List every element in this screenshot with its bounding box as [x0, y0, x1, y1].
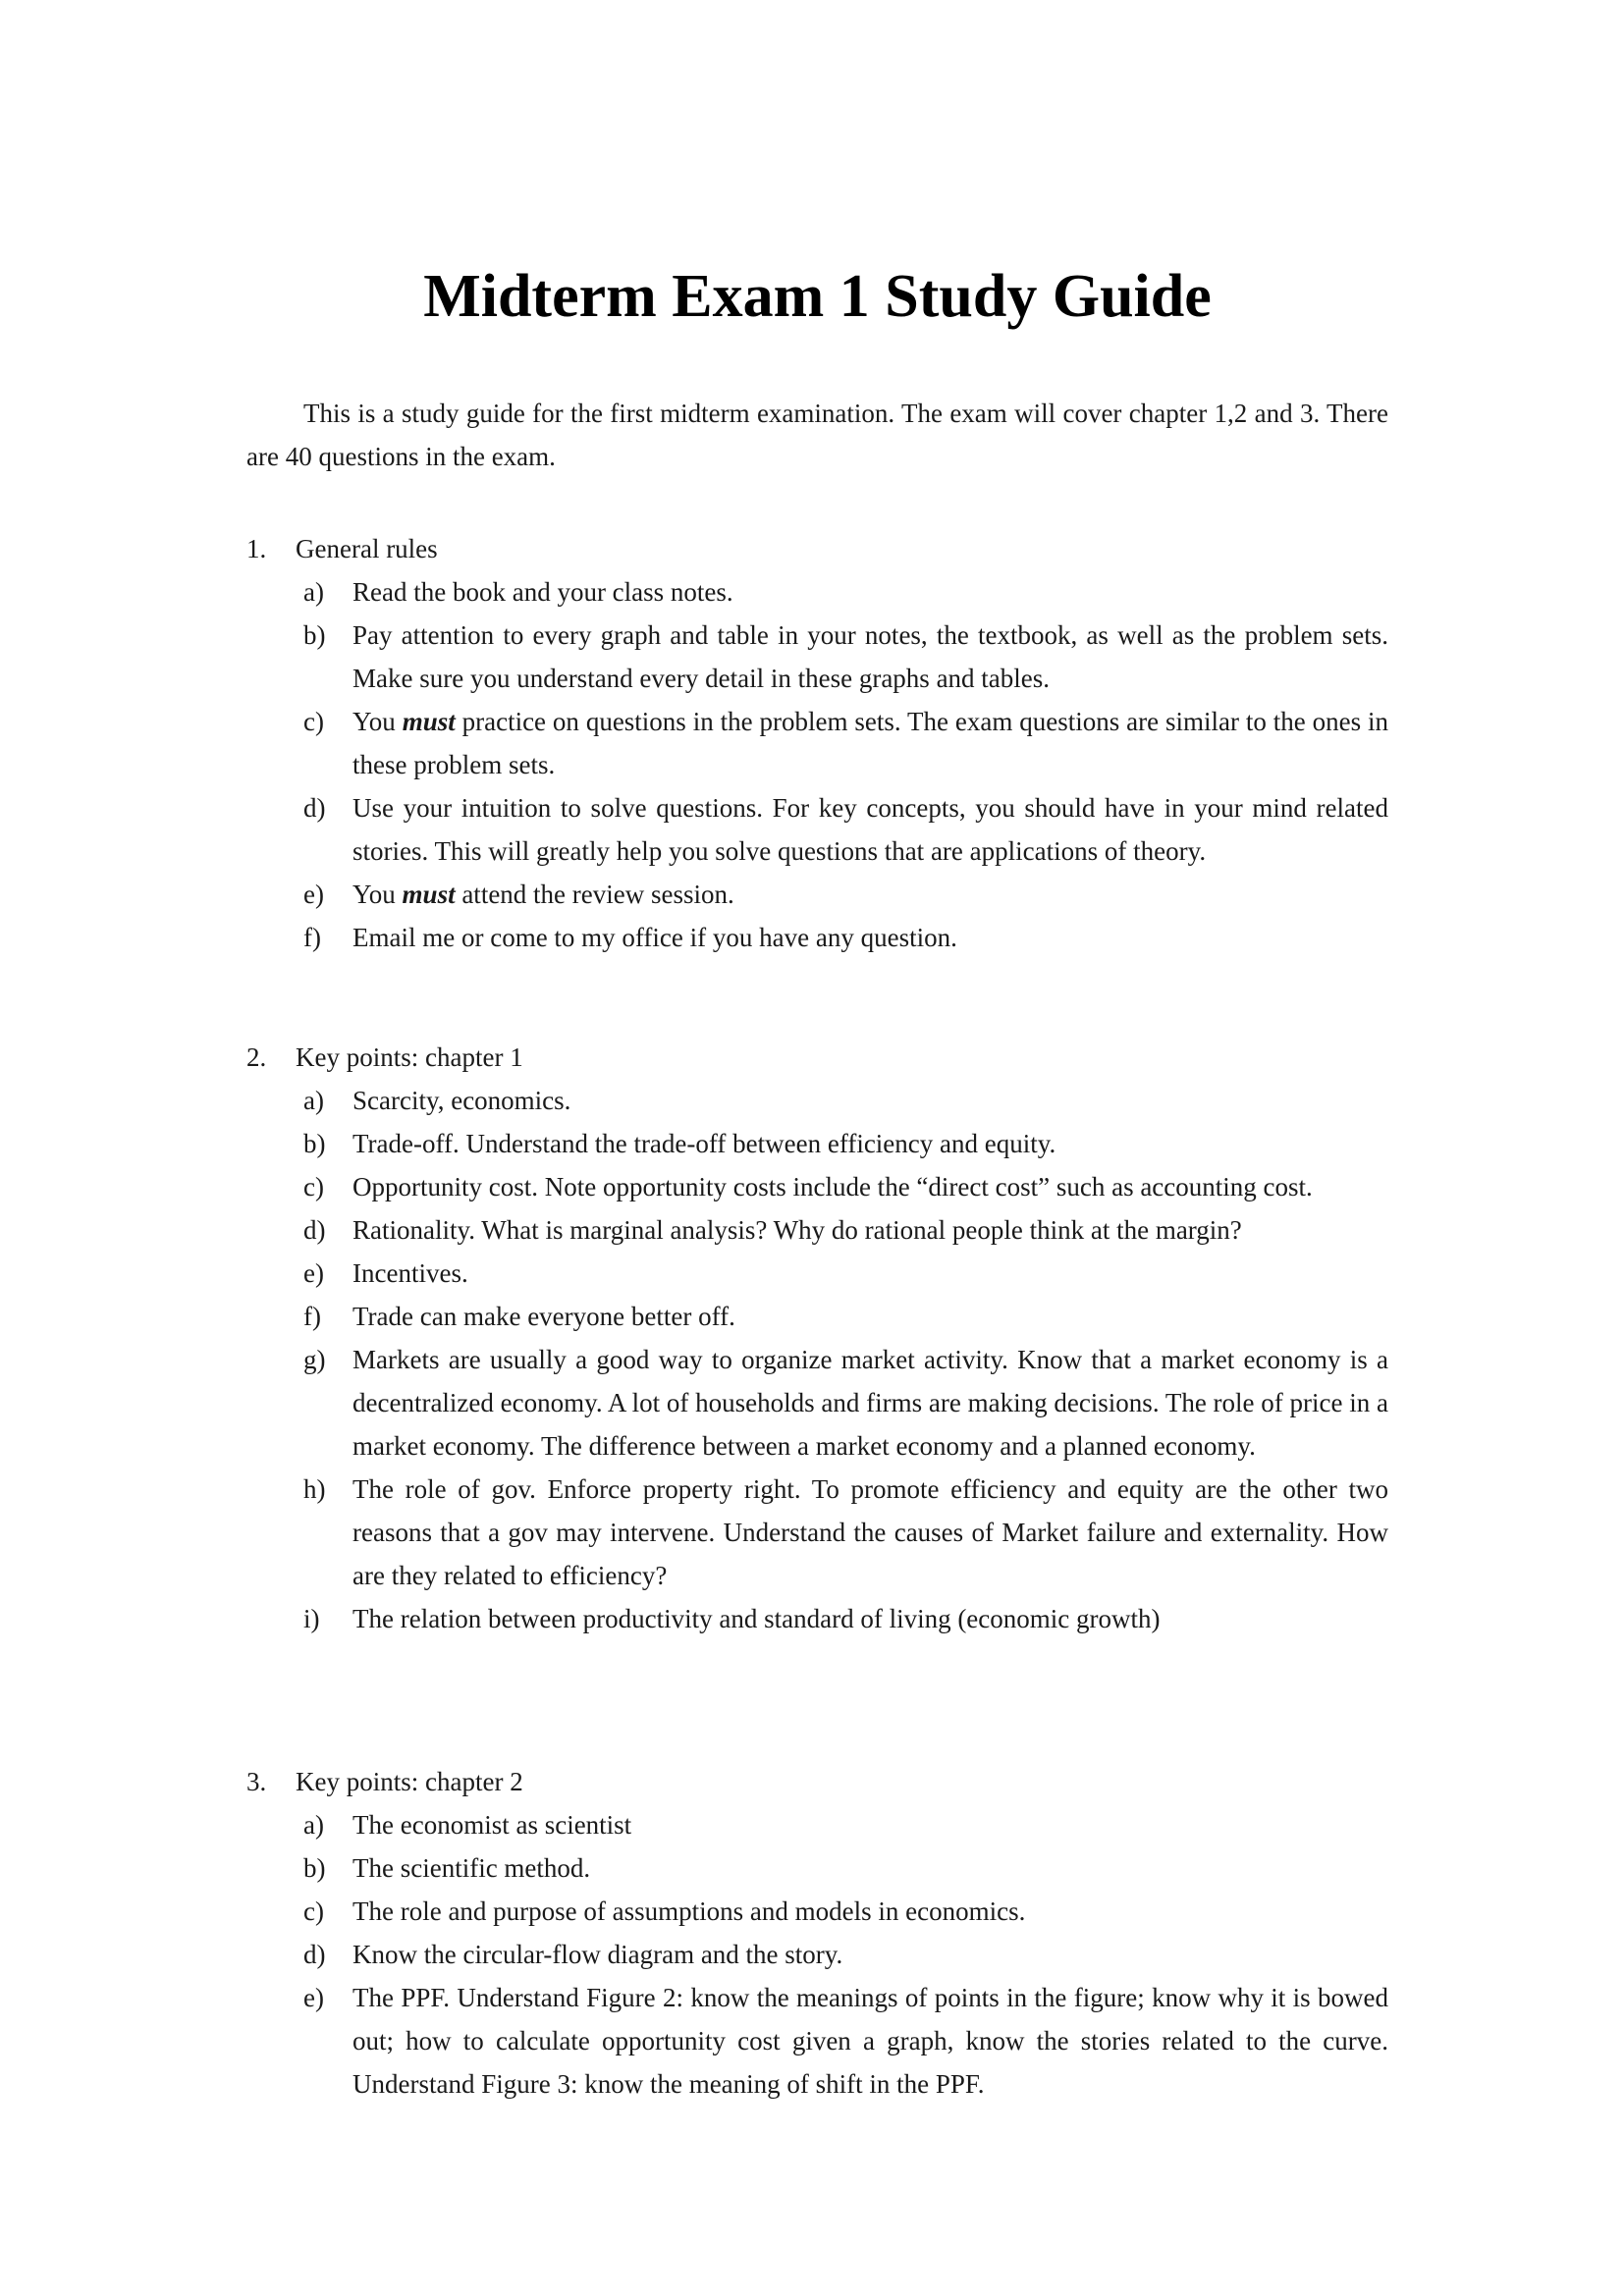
- section-number: 2.: [246, 1042, 267, 1072]
- item-marker: c): [303, 1172, 324, 1201]
- item-text-prefix: You: [352, 707, 403, 736]
- item-text: Email me or come to my office if you have any question.: [352, 923, 957, 952]
- item-text-suffix: attend the review session.: [455, 880, 734, 909]
- item-list: [246, 570, 1388, 959]
- list-item: [246, 614, 1388, 700]
- section-number: 3.: [246, 1767, 267, 1796]
- list-item: [246, 1933, 1388, 1976]
- section-number: 1.: [246, 534, 267, 563]
- item-marker: d): [303, 1940, 326, 1969]
- item-text: The role of gov. Enforce property right. To promote efficiency and equity are the other two reasons that a gov may intervene. Understand the causes of Market failure and externality. How are they related to efficiency?: [352, 1474, 1388, 1590]
- section-heading: [246, 527, 1388, 570]
- item-text: Trade can make everyone better off.: [352, 1302, 735, 1331]
- section-heading: [246, 1760, 1388, 1803]
- item-marker: e): [303, 880, 324, 909]
- item-text: Markets are usually a good way to organize market activity. Know that a market economy is a decentralized economy. A lot of households and firms are making decisions. The role of price in a market economy. The difference between a market economy and a planned economy.: [352, 1345, 1388, 1461]
- item-marker: c): [303, 1896, 324, 1926]
- section-chapter-1: [246, 1036, 1388, 1640]
- list-item: [246, 1079, 1388, 1122]
- section-general-rules: [246, 527, 1388, 959]
- list-item: [246, 1122, 1388, 1165]
- item-marker: f): [303, 923, 321, 952]
- item-text: Use your intuition to solve questions. For key concepts, you should have in your mind related stories. This will greatly help you solve questions that are applications of theory.: [352, 793, 1388, 866]
- item-text: The PPF. Understand Figure 2: know the meanings of points in the figure; know why it is bowed out; how to calculate opportunity cost given a graph, know the stories related to the curve. Understand Figure 3: know the meaning of shift in the PPF.: [352, 1983, 1388, 2099]
- list-item: [246, 1338, 1388, 1468]
- item-marker: e): [303, 1258, 324, 1288]
- item-text: Pay attention to every graph and table in your notes, the textbook, as well as the problem sets. Make sure you understand every detail in these graphs and tables.: [352, 620, 1388, 693]
- item-marker: e): [303, 1983, 324, 2012]
- list-item: [246, 873, 1388, 916]
- list-item: [246, 700, 1388, 786]
- list-item: [246, 1252, 1388, 1295]
- list-item: [246, 1890, 1388, 1933]
- list-item: [246, 1165, 1388, 1208]
- item-marker: a): [303, 1810, 324, 1840]
- item-marker: d): [303, 1215, 326, 1245]
- item-text: Read the book and your class notes.: [352, 577, 733, 607]
- list-item: [246, 1846, 1388, 1890]
- page-title: Midterm Exam 1 Study Guide: [423, 263, 1212, 330]
- item-marker: a): [303, 577, 324, 607]
- item-list: [246, 1803, 1388, 2106]
- item-text: The role and purpose of assumptions and models in economics.: [352, 1896, 1026, 1926]
- item-text: The relation between productivity and standard of living (economic growth): [352, 1604, 1161, 1633]
- item-marker: b): [303, 1129, 326, 1158]
- item-text: Scarcity, economics.: [352, 1086, 571, 1115]
- item-marker: c): [303, 707, 324, 736]
- item-text: Rationality. What is marginal analysis? Why do rational people think at the margin?: [352, 1215, 1242, 1245]
- item-marker: a): [303, 1086, 324, 1115]
- item-marker: i): [303, 1604, 320, 1633]
- item-marker: d): [303, 793, 326, 823]
- section-chapter-2: [246, 1760, 1388, 2106]
- emphasis-must: must: [402, 707, 456, 736]
- item-list: [246, 1079, 1388, 1640]
- section-title: Key points: chapter 1: [296, 1042, 523, 1072]
- item-marker: b): [303, 620, 326, 650]
- list-item: [246, 570, 1388, 614]
- item-text-suffix: practice on questions in the problem sets. The exam questions are similar to the ones in these problem sets.: [352, 707, 1388, 779]
- section-heading: [246, 1036, 1388, 1079]
- section-title: Key points: chapter 2: [296, 1767, 523, 1796]
- item-marker: b): [303, 1853, 326, 1883]
- item-marker: h): [303, 1474, 326, 1504]
- intro-paragraph: This is a study guide for the first midterm examination. The exam will cover chapter 1,2 and 3. There are 40 questions in the exam.: [246, 399, 1388, 471]
- list-item: [246, 1976, 1388, 2106]
- list-item: [246, 1468, 1388, 1597]
- list-item: [246, 1803, 1388, 1846]
- item-text-prefix: You: [352, 880, 403, 909]
- item-text: Incentives.: [352, 1258, 468, 1288]
- item-text: Know the circular-flow diagram and the story.: [352, 1940, 843, 1969]
- item-text: The economist as scientist: [352, 1810, 632, 1840]
- item-text: Trade-off. Understand the trade-off between efficiency and equity.: [352, 1129, 1056, 1158]
- section-title: General rules: [296, 534, 438, 563]
- item-text: The scientific method.: [352, 1853, 591, 1883]
- list-item: [246, 1597, 1388, 1640]
- item-text: Opportunity cost. Note opportunity costs include the “direct cost” such as accounting cost.: [352, 1172, 1313, 1201]
- list-item: [246, 786, 1388, 873]
- list-item: [246, 916, 1388, 959]
- item-marker: g): [303, 1345, 326, 1374]
- list-item: [246, 1208, 1388, 1252]
- list-item: [246, 1295, 1388, 1338]
- emphasis-must: must: [402, 880, 456, 909]
- item-marker: f): [303, 1302, 321, 1331]
